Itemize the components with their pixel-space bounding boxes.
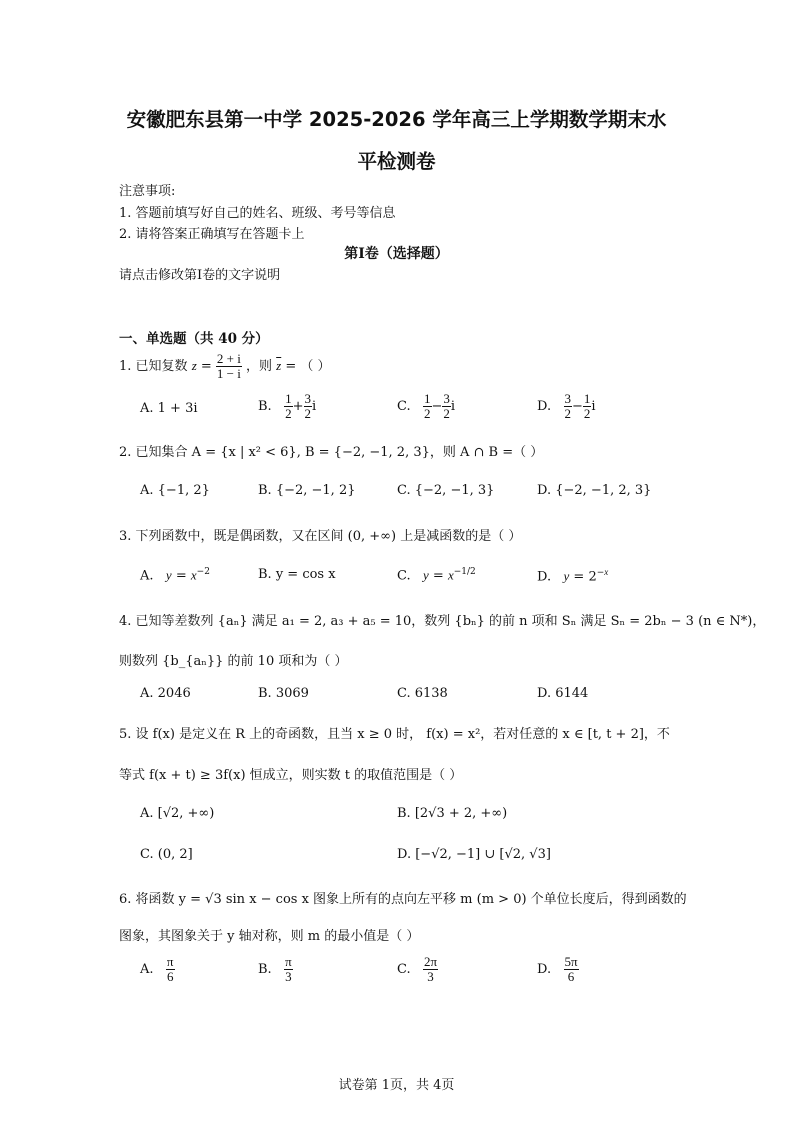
q4-option-d[interactable]: D. 6144 [537, 686, 589, 701]
q6-option-b[interactable]: B. $\frac{\pi}{3}$ [258, 954, 292, 984]
q2-stem: 2. 已知集合 A = {x | x² < 6}, B = {−2, −1, 2, 3}，则 A ∩ B =（ ） [119, 445, 544, 460]
q4-option-a[interactable]: A. 2046 [140, 686, 191, 701]
notice-item-1: 1. 答题前填写好自己的姓名、班级、考号等信息 [119, 206, 396, 221]
q1-option-c[interactable]: C. $\frac{1}{2}$ − $\frac{3}{2}$ i [397, 391, 456, 421]
q2-option-c[interactable]: C. {−2, −1, 3} [397, 483, 495, 498]
q6-stem-line-2: 图象，其图象关于 y 轴对称，则 m 的最小值是（ ） [119, 929, 420, 944]
section-note: 请点击修改第Ⅰ卷的文字说明 [119, 268, 281, 283]
q1-z: z [191, 358, 197, 373]
q5-option-d[interactable]: D. [−√2, −1] ∪ [√2, √3] [397, 847, 551, 862]
q1-fraction: $\frac{2 + i}{1 - i}$ [216, 351, 241, 381]
q1-option-b[interactable]: B. $\frac{1}{2}$ + $\frac{3}{2}$ i [258, 391, 317, 421]
q5-option-b[interactable]: B. [2√3 + 2, +∞) [397, 806, 508, 821]
page-footer: 试卷第 1页，共 4页 [338, 1078, 455, 1093]
q6-stem-line-1: 6. 将函数 y = √3 sin x − cos x 图象上所有的点向左平移 m (m > 0) 个单位长度后，得到函数的 [119, 892, 687, 907]
q4-stem-line-2: 则数列 {b_{aₙ}} 的前 10 项和为（ ） [119, 654, 348, 669]
q1-suffix: ，则 [246, 359, 273, 374]
q6-option-a[interactable]: A. $\frac{\pi}{6}$ [140, 954, 174, 984]
q4-option-c[interactable]: C. 6138 [397, 686, 448, 701]
part-heading: 一、单选题（共 40 分） [119, 331, 269, 347]
q1-zbar: $\overline{z}$ [276, 358, 282, 373]
notice-heading: 注意事项: [119, 184, 176, 199]
q4-option-b[interactable]: B. 3069 [258, 686, 309, 701]
q3-option-c[interactable]: C. $y = x^{-1/2}$ [397, 567, 476, 584]
q6-option-d[interactable]: D. $\frac{5\pi}{6}$ [537, 954, 578, 984]
notice-item-2: 2. 请将答案正确填写在答题卡上 [119, 227, 305, 242]
q1-stem: 1. 已知复数 z = $\frac{2 + i}{1 - i}$ ，则 $\overline{z}$ = （ ） [119, 351, 331, 381]
section-heading: 第Ⅰ卷（选择题） [344, 246, 449, 262]
q2-option-d[interactable]: D. {−2, −1, 2, 3} [537, 483, 652, 498]
q5-option-c[interactable]: C. (0, 2] [140, 847, 193, 862]
q3-stem: 3. 下列函数中，既是偶函数，又在区间 (0, +∞) 上是减函数的是（ ） [119, 529, 522, 544]
exam-title-line-2: 平检测卷 [357, 150, 436, 173]
q2-option-a[interactable]: A. {−1, 2} [140, 483, 210, 498]
q1-prefix: 1. 已知复数 [119, 359, 188, 374]
q3-option-a[interactable]: A. $y = x^{-2}$ [140, 567, 210, 584]
q1-option-d[interactable]: D. $\frac{3}{2}$ − $\frac{1}{2}$ i [537, 391, 596, 421]
q5-stem-line-1: 5. 设 f(x) 是定义在 R 上的奇函数，且当 x ≥ 0 时， f(x) = x²，若对任意的 x ∈ [t, t + 2]，不 [119, 727, 670, 742]
q4-stem-line-1: 4. 已知等差数列 {aₙ} 满足 a₁ = 2, a₃ + a₅ = 10，数列 {bₙ} 的前 n 项和 Sₙ 满足 Sₙ = 2bₙ − 3 (n ∈ N*)， [119, 614, 766, 629]
q1-option-a[interactable]: A. 1 + 3i [140, 401, 198, 416]
q2-option-b[interactable]: B. {−2, −1, 2} [258, 483, 356, 498]
q3-option-b[interactable]: B. y = cos x [258, 567, 336, 582]
exam-title-line-1: 安徽肥东县第一中学 2025-2026 学年高三上学期数学期末水 [126, 108, 667, 131]
q6-option-c[interactable]: C. $\frac{2\pi}{3}$ [397, 954, 438, 984]
q5-option-a[interactable]: A. [√2, +∞) [140, 806, 215, 821]
q1-tail: （ ） [300, 359, 331, 374]
q5-stem-line-2: 等式 f(x + t) ≥ 3f(x) 恒成立，则实数 t 的取值范围是（ ） [119, 768, 463, 783]
q3-option-d[interactable]: D. $y = 2^{-x}$ [537, 567, 609, 585]
